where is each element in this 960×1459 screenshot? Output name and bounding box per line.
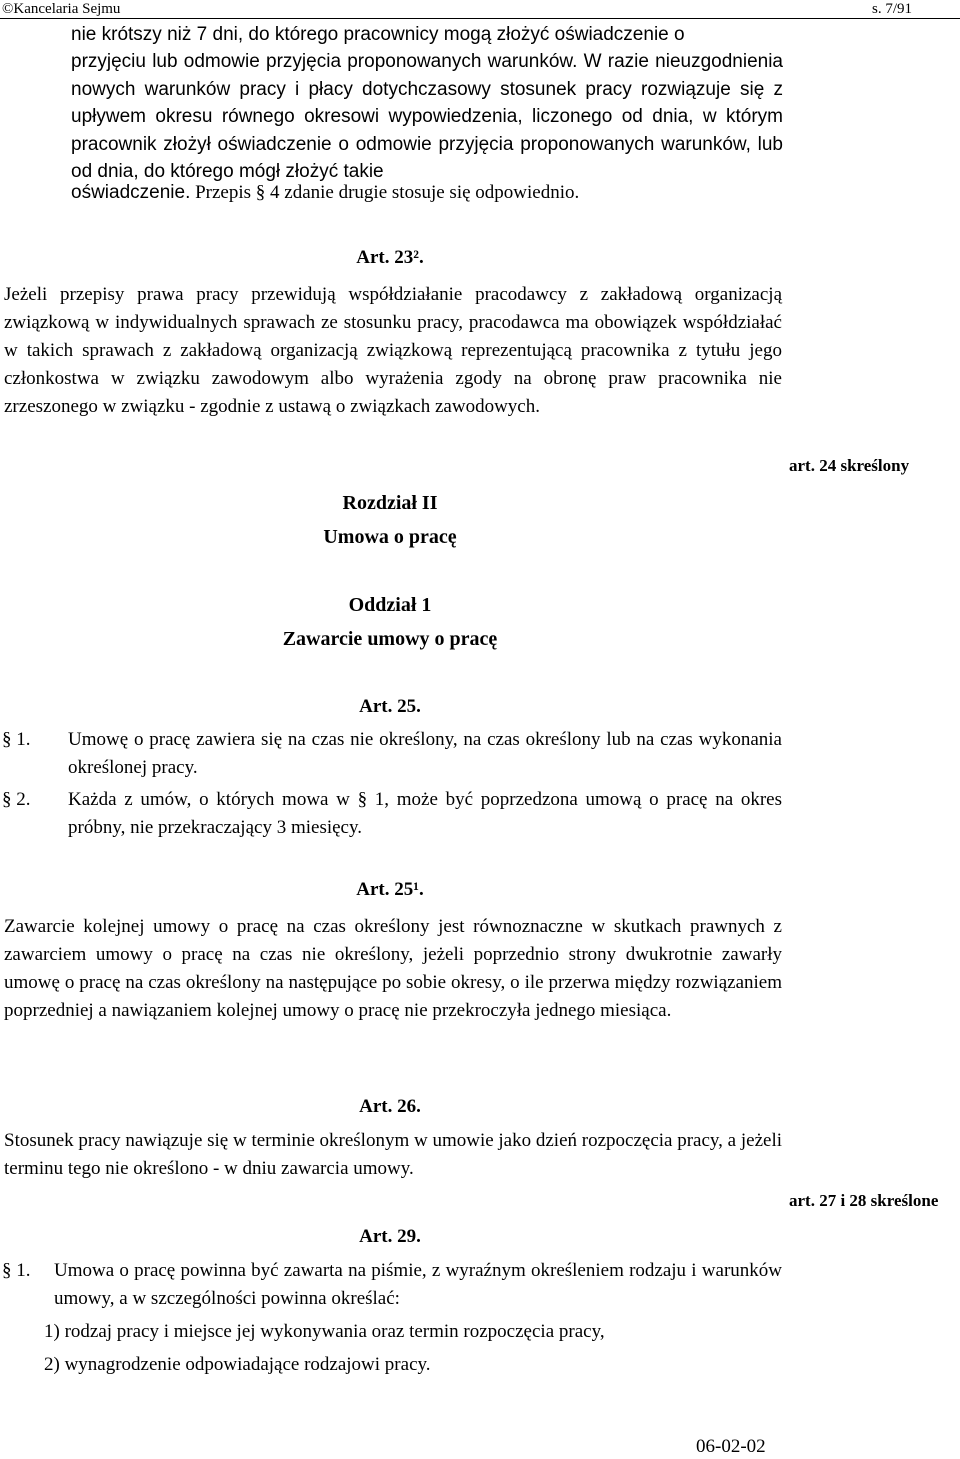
art-26-text: Stosunek pracy nawiązuje się w terminie określonym w umowie jako dzień rozpoczęcia pracy, a jeżeli terminu tego nie określono - w dniu zawarcia umowy. xyxy=(4,1130,782,1179)
margin-note-art-24: art. 24 skreślony xyxy=(789,456,910,475)
chapter-title: Umowa o pracę xyxy=(323,526,457,548)
art-23-2-title: Art. 23². xyxy=(356,247,424,268)
footer-code: 06-02-02 xyxy=(696,1436,766,1457)
art-29-title: Art. 29. xyxy=(359,1226,421,1247)
art-25-par-1-num: § 1. xyxy=(2,729,31,750)
art-25-par-2-text: Każda z umów, o których mowa w § 1, może być poprzedzona umową o pracę na okres próbny, nie przekraczający 3 miesięcy. xyxy=(68,789,782,838)
art-29-par-1-text: Umowa o pracę powinna być zawarta na piśmie, z wyraźnym określeniem rodzaju i warunków umowy, a w szczególności powinna określać: xyxy=(54,1260,782,1309)
intro-line-1: nie krótszy niż 7 dni, do którego pracownicy mogą złożyć oświadczenie o xyxy=(71,24,685,45)
header-divider xyxy=(0,18,960,19)
intro-last-b: Przepis § 4 zdanie drugie stosuje się odpowiednio. xyxy=(195,182,580,203)
art-25-par-1-text: Umowę o pracę zawiera się na czas nie określony, na czas określony lub na czas wykonania określonej pracy. xyxy=(68,729,782,778)
art-29-par-1-num: § 1. xyxy=(2,1260,31,1281)
chapter-number: Rozdział II xyxy=(342,492,438,514)
page-number: s. 7/91 xyxy=(872,1,913,17)
art-26-title: Art. 26. xyxy=(359,1096,421,1117)
art-29-list-item-1: 1) rodzaj pracy i miejsce jej wykonywania oraz termin rozpoczęcia pracy, xyxy=(44,1321,605,1342)
art-25-1-text: Zawarcie kolejnej umowy o pracę na czas określony jest równoznaczne w skutkach prawnych z zawarciem umowy o pracę na czas nie określony, jeżeli poprzednio strony dwukrotnie zawarły umowę o pracę na czas określony na następujące po sobie okresy, o ile przerwa między rozwiązaniem poprzedniej a nawiązaniem kolejnej umowy o pracę nie przekroczyła jednego miesiąca. xyxy=(4,916,782,1021)
intro-paragraph: przyjęciu lub odmowie przyjęcia proponowanych warunków. W razie nieuzgodnienia nowych warunków pracy i płacy dotychczasowy stosunek pracy rozwiązuje się z upływem okresu równego okresowi wypowiedzenia, liczonego od dnia, w którym pracownik złożył oświadczenie o odmowie przyjęcia proponowanych warunków, lub od dnia, do którego mógł złożyć takie xyxy=(71,51,783,182)
art-25-title: Art. 25. xyxy=(359,696,421,717)
header-source: ©Kancelaria Sejmu xyxy=(2,1,121,17)
art-23-2-text: Jeżeli przepisy prawa pracy przewidują współdziałanie pracodawcy z zakładową organizacją związkową w indywidualnych sprawach ze stosunku pracy, pracodawca ma obowiązek współdziałać w takich sprawach z zakładową organizacją związkową reprezentującą pracownika z tytułu jego członkostwa w związku zawodowym albo wyrażenia zgody na obronę praw pracownika nie zrzeszonego w związku - zgodnie z ustawą o związkach zawodowych. xyxy=(4,284,782,417)
art-25-1-title: Art. 25¹. xyxy=(356,879,424,900)
intro-last-a: oświadczenie. xyxy=(71,182,191,203)
art-29-par-1 xyxy=(2,1257,782,1313)
art-25-par-2 xyxy=(2,786,782,842)
section-title: Zawarcie umowy o pracę xyxy=(282,628,498,650)
section-number: Oddział 1 xyxy=(348,594,432,616)
art-25-par-2-num: § 2. xyxy=(2,789,31,810)
art-29-list-item-2: 2) wynagrodzenie odpowiadające rodzajowi pracy. xyxy=(44,1354,431,1375)
art-25-par-1 xyxy=(2,726,782,782)
margin-note-art-27-28: art. 27 i 28 skreślone xyxy=(789,1191,939,1210)
intro-last-line xyxy=(71,179,783,207)
